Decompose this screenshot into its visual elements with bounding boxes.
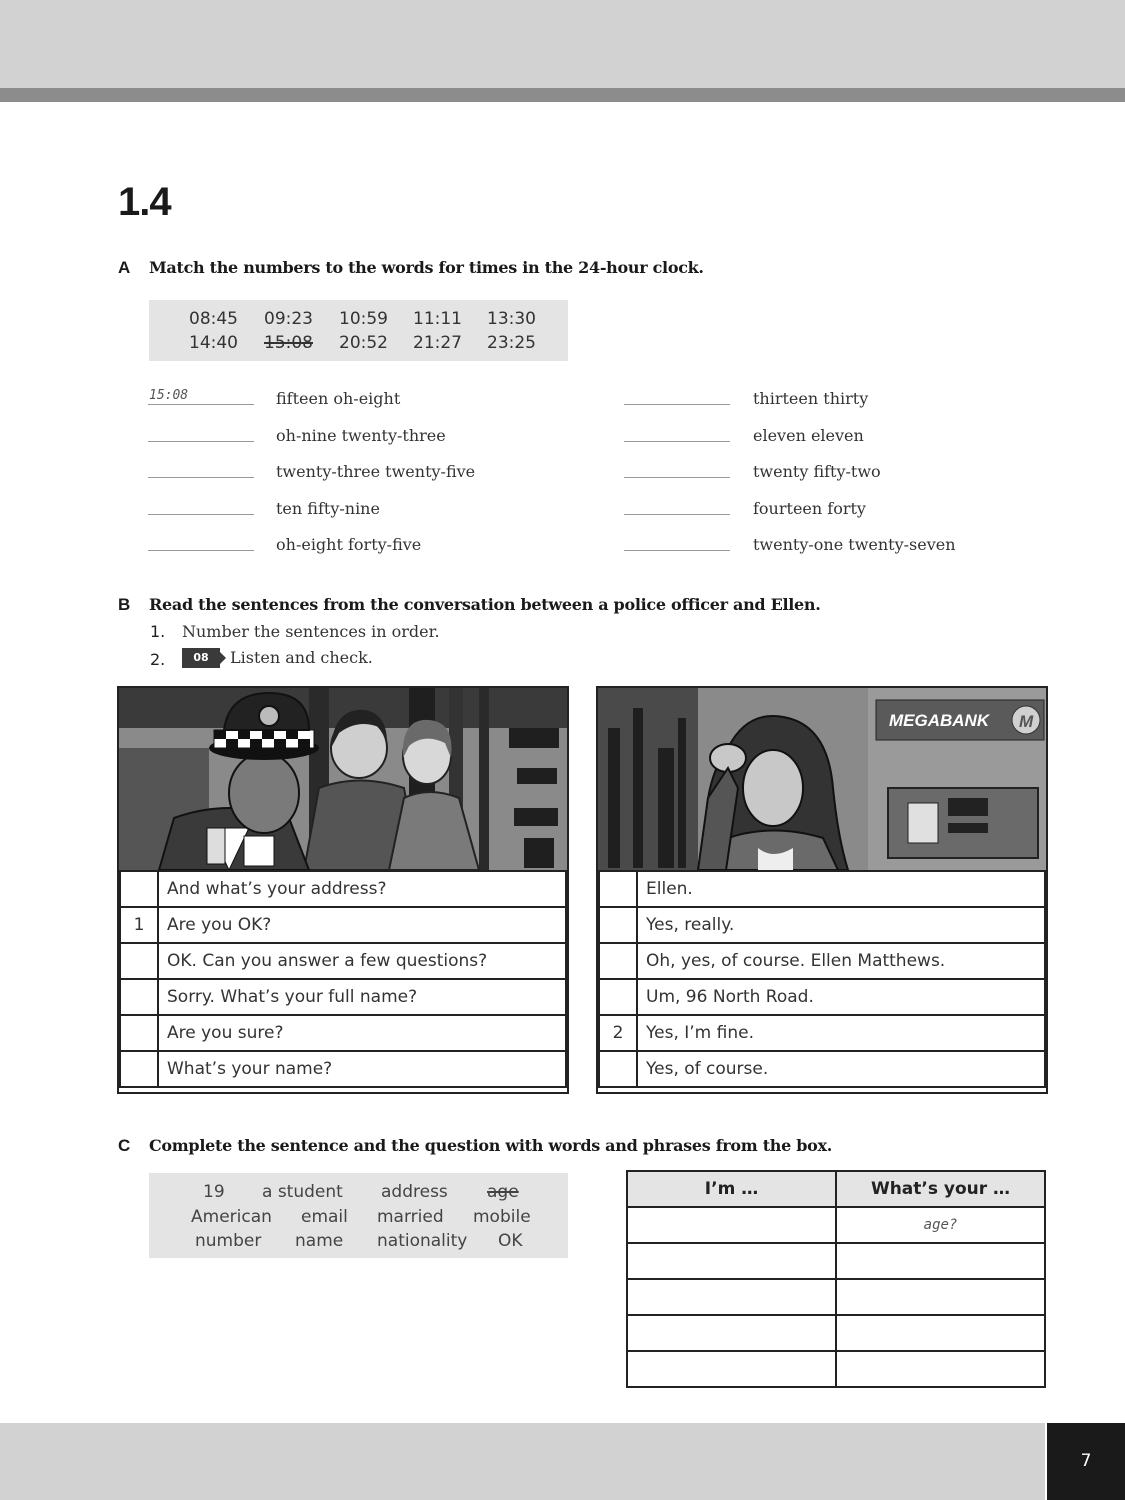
order-number-cell[interactable] — [120, 979, 158, 1015]
answer-cell[interactable] — [627, 1315, 836, 1351]
table-row — [627, 1279, 1045, 1315]
word-item: American — [191, 1207, 272, 1227]
footer-band — [0, 1423, 1045, 1500]
answer-blank[interactable] — [148, 514, 254, 515]
match-word: twenty-one twenty-seven — [753, 535, 956, 554]
time-item: 11:11 — [413, 309, 462, 329]
section-a-letter: A — [118, 258, 131, 277]
match-word: twenty fifty-two — [753, 462, 881, 481]
word-item: email — [301, 1207, 348, 1227]
answer-cell[interactable] — [836, 1315, 1045, 1351]
ellen-illustration — [598, 688, 1046, 870]
word-item: mobile — [473, 1207, 531, 1227]
bank-sign-text: MEGABANK — [889, 711, 990, 730]
sentence-cell: Sorry. What’s your full name? — [158, 979, 566, 1015]
table-header-row — [627, 1171, 1045, 1207]
table-row — [627, 1207, 1045, 1243]
word-item: nationality — [377, 1231, 468, 1251]
table-row — [120, 907, 566, 943]
answer-cell[interactable] — [627, 1351, 836, 1387]
word-item: number — [195, 1231, 262, 1251]
answer-blank[interactable] — [624, 441, 730, 442]
officer-panel — [117, 686, 569, 1094]
order-number-cell[interactable] — [599, 907, 637, 943]
match-word: oh-eight forty-five — [276, 535, 422, 554]
time-item: 08:45 — [189, 309, 238, 329]
section-a-instruction: Match the numbers to the words for times in the 24-hour clock. — [149, 258, 704, 277]
unit-number: 1.4 — [118, 180, 171, 224]
step-number: 1. — [150, 622, 166, 641]
sentence-cell: Um, 96 North Road. — [637, 979, 1045, 1015]
answer-cell-example[interactable]: age? — [836, 1207, 1045, 1243]
section-c-instruction: Complete the sentence and the question with words and phrases from the box. — [149, 1136, 833, 1155]
sentence-cell: What’s your name? — [158, 1051, 566, 1087]
order-number-cell[interactable]: 2 — [599, 1015, 637, 1051]
table-row — [599, 907, 1045, 943]
example-answer: 15:08 — [149, 388, 189, 403]
table-row — [599, 979, 1045, 1015]
ellen-lines-table — [598, 870, 1046, 1088]
step-number: 2. — [150, 650, 166, 669]
word-item: 19 — [203, 1182, 225, 1202]
answer-blank[interactable] — [624, 514, 730, 515]
order-number-cell[interactable] — [599, 1051, 637, 1087]
answer-cell[interactable] — [627, 1243, 836, 1279]
section-b-letter: B — [118, 595, 131, 614]
answer-cell[interactable] — [627, 1207, 836, 1243]
order-number-cell[interactable] — [599, 943, 637, 979]
sentence-cell: Ellen. — [637, 871, 1045, 907]
order-number-cell[interactable] — [120, 871, 158, 907]
answer-cell[interactable] — [836, 1351, 1045, 1387]
match-word: oh-nine twenty-three — [276, 426, 446, 445]
sentence-cell: Yes, I’m fine. — [637, 1015, 1045, 1051]
word-item: name — [295, 1231, 344, 1251]
sentence-cell: Yes, really. — [637, 907, 1045, 943]
order-number-cell[interactable] — [599, 979, 637, 1015]
table-row — [599, 1051, 1045, 1087]
time-item: 14:40 — [189, 333, 238, 353]
bank-logo-letter: M — [1019, 712, 1034, 731]
order-number-cell[interactable] — [599, 871, 637, 907]
word-item: OK — [498, 1231, 523, 1251]
match-word: eleven eleven — [753, 426, 864, 445]
table-row — [120, 1015, 566, 1051]
answer-blank[interactable] — [148, 404, 254, 405]
table-row — [599, 943, 1045, 979]
table-row — [599, 1015, 1045, 1051]
step-text: Number the sentences in order. — [182, 622, 440, 641]
order-number-cell[interactable] — [120, 1051, 158, 1087]
time-item: 21:27 — [413, 333, 462, 353]
header-stripe — [0, 88, 1125, 102]
table-row — [627, 1351, 1045, 1387]
answer-blank[interactable] — [624, 404, 730, 405]
answer-blank[interactable] — [148, 441, 254, 442]
match-word: ten fifty-nine — [276, 499, 380, 518]
match-word: twenty-three twenty-five — [276, 462, 476, 481]
section-c-letter: C — [118, 1136, 131, 1155]
time-item: 23:25 — [487, 333, 536, 353]
time-item: 13:30 — [487, 309, 536, 329]
table-row — [120, 979, 566, 1015]
answer-blank[interactable] — [624, 477, 730, 478]
section-b-instruction: Read the sentences from the conversation between a police officer and Ellen. — [149, 595, 821, 614]
sentence-cell: And what’s your address? — [158, 871, 566, 907]
time-item: 20:52 — [339, 333, 388, 353]
answer-blank[interactable] — [624, 550, 730, 551]
table-row — [599, 871, 1045, 907]
sentence-cell: Yes, of course. — [637, 1051, 1045, 1087]
order-number-cell[interactable] — [120, 1015, 158, 1051]
officer-lines-table — [119, 870, 567, 1088]
answer-table — [626, 1170, 1046, 1388]
table-row — [120, 871, 566, 907]
sentence-cell: Oh, yes, of course. Ellen Matthews. — [637, 943, 1045, 979]
match-word: fifteen oh-eight — [276, 389, 401, 408]
police-illustration — [119, 688, 567, 870]
sentence-cell: Are you sure? — [158, 1015, 566, 1051]
times-box — [149, 300, 568, 361]
word-box — [149, 1173, 568, 1258]
audio-track-badge[interactable]: 08 — [182, 648, 220, 668]
table-row — [120, 1051, 566, 1087]
match-word: thirteen thirty — [753, 389, 869, 408]
time-item: 10:59 — [339, 309, 388, 329]
header-band — [0, 0, 1125, 88]
page-number: 7 — [1047, 1423, 1125, 1500]
word-item: married — [377, 1207, 444, 1227]
match-word: fourteen forty — [753, 499, 866, 518]
word-item-crossed: age — [487, 1182, 519, 1202]
table-row — [627, 1315, 1045, 1351]
answer-cell[interactable] — [627, 1279, 836, 1315]
col-header-im: I’m … — [627, 1171, 836, 1207]
table-row — [627, 1243, 1045, 1279]
time-item-crossed: 15:08 — [264, 333, 313, 353]
ellen-panel — [596, 686, 1048, 1094]
order-number-cell[interactable] — [120, 943, 158, 979]
play-icon[interactable] — [216, 648, 226, 668]
time-item: 09:23 — [264, 309, 313, 329]
order-number-cell[interactable]: 1 — [120, 907, 158, 943]
word-item: address — [381, 1182, 448, 1202]
answer-blank[interactable] — [148, 477, 254, 478]
col-header-whats-your: What’s your … — [836, 1171, 1045, 1207]
answer-cell[interactable] — [836, 1243, 1045, 1279]
sentence-cell: Are you OK? — [158, 907, 566, 943]
step-text: Listen and check. — [230, 648, 373, 667]
sentence-cell: OK. Can you answer a few questions? — [158, 943, 566, 979]
word-item: a student — [262, 1182, 343, 1202]
answer-cell[interactable] — [836, 1279, 1045, 1315]
table-row — [120, 943, 566, 979]
answer-blank[interactable] — [148, 550, 254, 551]
